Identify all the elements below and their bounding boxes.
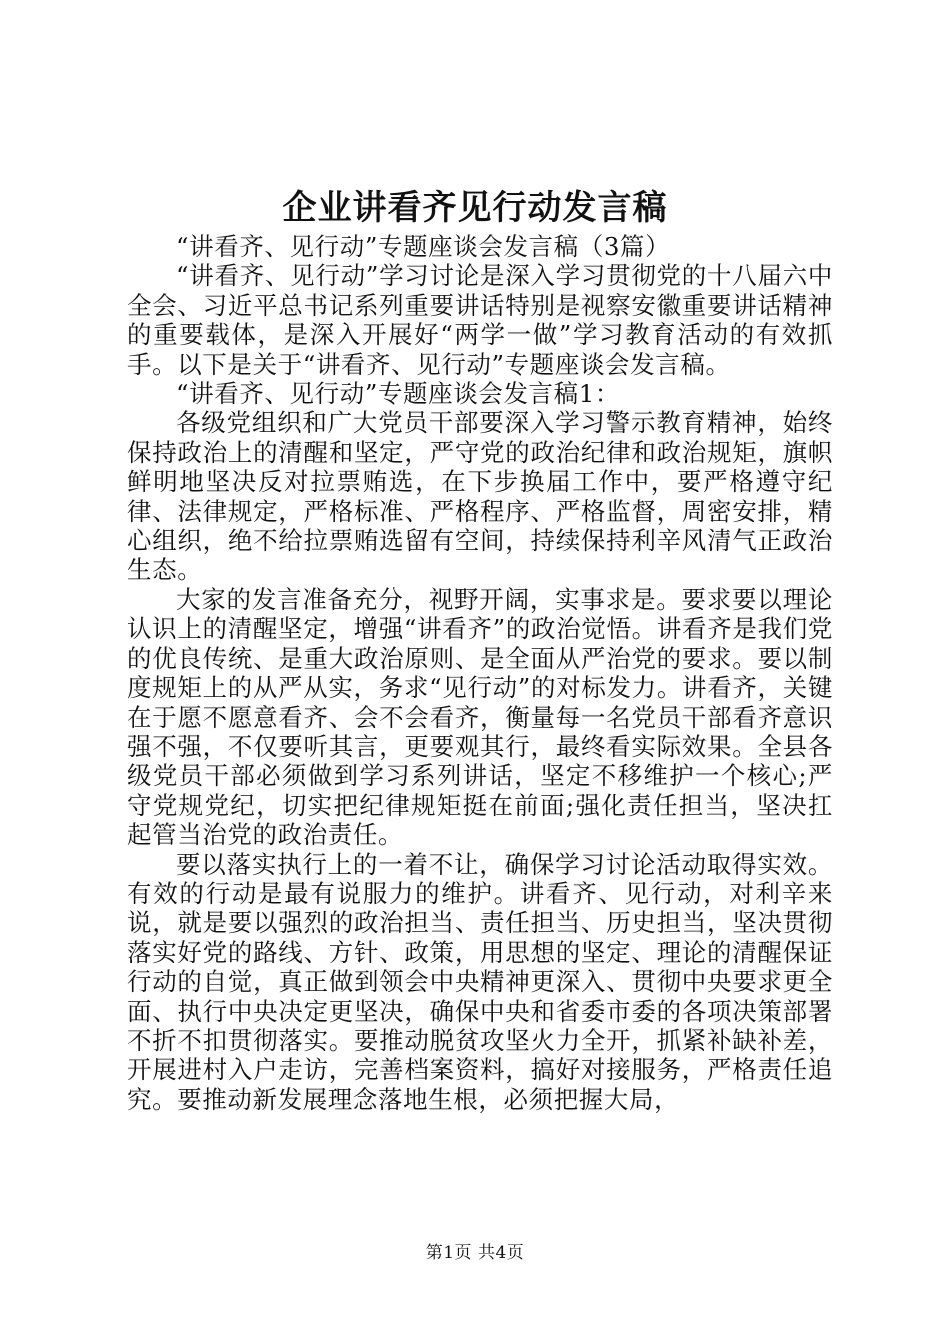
- paragraph-body-3: 要以落实执行上的一着不让，确保学习讨论活动取得实效。有效的行动是最有说服力的维护。讲看齐、见行动，对利辛来说，就是要以强烈的政治担当、责任担当、历史担当，坚决贯彻落实好党的路线、方针、政策，用思想的坚定、理论的清醒保证行动的自觉，真正做到领会中央精神更深入、贯彻中央要求更全面、执行中央决定更坚决，确保中央和省委市委的各项决策部署不折不扣贯彻落实。要推动脱贫攻坚火力全开，抓紧补缺补差，开展进村入户走访，完善档案资料，搞好对接服务，严格责任追究。要推动新发展理念落地生根，必须把握大局，: [127, 849, 833, 1114]
- document-title: 企业讲看齐见行动发言稿: [282, 188, 668, 228]
- paragraph-subtitle: “讲看齐、见行动”专题座谈会发言稿（3篇）: [176, 232, 671, 261]
- paragraph-speech-heading: “讲看齐、见行动”专题座谈会发言稿1：: [176, 379, 621, 409]
- document-body: [127, 232, 833, 1114]
- paragraph-intro: “讲看齐、见行动”学习讨论是深入学习贯彻党的十八届六中全会、习近平总书记系列重要讲话特别是视察安徽重要讲话精神的重要载体，是深入开展好“两学一做”学习教育活动的有效抓手。以下是关于“讲看齐、见行动”专题座谈会发言稿。: [127, 261, 833, 379]
- paragraph-body-2: 大家的发言准备充分，视野开阔，实事求是。要求要以理论认识上的清醒坚定，增强“讲看齐”的政治觉悟。讲看齐是我们党的优良传统、是重大政治原则、是全面从严治党的要求。要以制度规矩上的从严从实，务求“见行动”的对标发力。讲看齐，关键在于愿不愿意看齐、会不会看齐，衡量每一名党员干部看齐意识强不强，不仅要听其言，更要观其行，最终看实际效果。全县各级党员干部必须做到学习系列讲话，坚定不移维护一个核心;严守党规党纪，切实把纪律规矩挺在前面;强化责任担当，坚决扛起管当治党的政治责任。: [127, 584, 833, 850]
- paragraph-body-1: 各级党组织和广大党员干部要深入学习警示教育精神，始终保持政治上的清醒和坚定，严守党的政治纪律和政治规矩，旗帜鲜明地坚决反对拉票贿选，在下步换届工作中，要严格遵守纪律、法律规定，严格标准、严格程序、严格监督，周密安排，精心组织，绝不给拉票贿选留有空间，持续保持利辛风清气正政治生态。: [127, 408, 833, 585]
- page-footer: 第1页 共4页: [425, 1243, 525, 1263]
